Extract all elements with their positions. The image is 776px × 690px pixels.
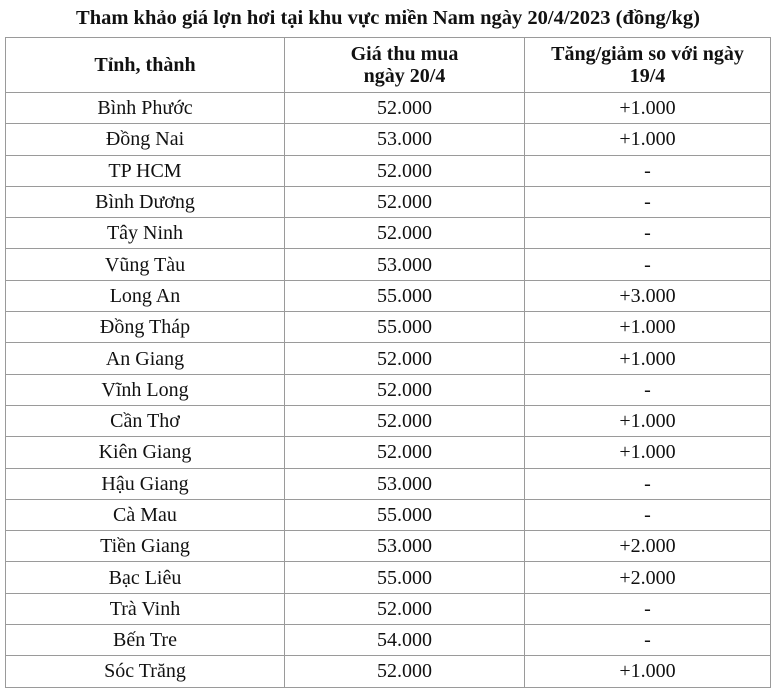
price-cell: 53.000 xyxy=(285,468,525,499)
province-cell: Long An xyxy=(6,280,285,311)
table-row xyxy=(6,186,771,217)
table-row xyxy=(6,374,771,405)
price-cell: 53.000 xyxy=(285,249,525,280)
header-change xyxy=(525,38,771,93)
price-cell: 55.000 xyxy=(285,499,525,530)
header-price xyxy=(285,38,525,93)
header-province: Tỉnh, thành xyxy=(6,38,285,93)
price-cell: 52.000 xyxy=(285,93,525,124)
province-cell: Cần Thơ xyxy=(6,405,285,436)
change-cell: +1.000 xyxy=(525,437,771,468)
table-row xyxy=(6,468,771,499)
table-row xyxy=(6,218,771,249)
change-cell: - xyxy=(525,186,771,217)
change-cell: - xyxy=(525,249,771,280)
province-cell: Đồng Tháp xyxy=(6,312,285,343)
table-row xyxy=(6,155,771,186)
price-cell: 55.000 xyxy=(285,312,525,343)
table-row xyxy=(6,343,771,374)
change-cell: +1.000 xyxy=(525,343,771,374)
header-change-line1: Tăng/giảm so với ngày xyxy=(551,43,744,65)
price-cell: 52.000 xyxy=(285,593,525,624)
change-cell: +1.000 xyxy=(525,656,771,687)
price-cell: 52.000 xyxy=(285,405,525,436)
table-body xyxy=(6,93,771,688)
table-row xyxy=(6,499,771,530)
change-cell: - xyxy=(525,625,771,656)
price-cell: 53.000 xyxy=(285,531,525,562)
table-row xyxy=(6,124,771,155)
province-cell: Cà Mau xyxy=(6,499,285,530)
province-cell: Bến Tre xyxy=(6,625,285,656)
table-title: Tham khảo giá lợn hơi tại khu vực miền Nam ngày 20/4/2023 (đồng/kg) xyxy=(76,7,700,29)
change-cell: +1.000 xyxy=(525,312,771,343)
table-row xyxy=(6,656,771,687)
change-cell: - xyxy=(525,593,771,624)
province-cell: Tiền Giang xyxy=(6,531,285,562)
province-cell: Đồng Nai xyxy=(6,124,285,155)
province-cell: An Giang xyxy=(6,343,285,374)
province-cell: Sóc Trăng xyxy=(6,656,285,687)
change-cell: +1.000 xyxy=(525,405,771,436)
price-cell: 52.000 xyxy=(285,656,525,687)
table-header xyxy=(6,38,771,93)
header-price-line2: ngày 20/4 xyxy=(363,65,446,87)
change-cell: - xyxy=(525,499,771,530)
price-cell: 52.000 xyxy=(285,343,525,374)
price-cell: 52.000 xyxy=(285,155,525,186)
price-cell: 52.000 xyxy=(285,218,525,249)
change-cell: - xyxy=(525,218,771,249)
province-cell: TP HCM xyxy=(6,155,285,186)
table-row xyxy=(6,437,771,468)
table-row xyxy=(6,625,771,656)
change-cell: +1.000 xyxy=(525,124,771,155)
price-cell: 55.000 xyxy=(285,562,525,593)
change-cell: - xyxy=(525,155,771,186)
price-cell: 52.000 xyxy=(285,186,525,217)
change-cell: - xyxy=(525,374,771,405)
province-cell: Bạc Liêu xyxy=(6,562,285,593)
table-row xyxy=(6,280,771,311)
table-row xyxy=(6,249,771,280)
province-cell: Tây Ninh xyxy=(6,218,285,249)
province-cell: Vũng Tàu xyxy=(6,249,285,280)
province-cell: Hậu Giang xyxy=(6,468,285,499)
table-row xyxy=(6,405,771,436)
header-price-line1: Giá thu mua xyxy=(350,43,459,65)
price-cell: 55.000 xyxy=(285,280,525,311)
change-cell: - xyxy=(525,468,771,499)
table-row xyxy=(6,593,771,624)
change-cell: +1.000 xyxy=(525,93,771,124)
table-row xyxy=(6,93,771,124)
province-cell: Bình Dương xyxy=(6,186,285,217)
price-cell: 53.000 xyxy=(285,124,525,155)
province-cell: Bình Phước xyxy=(6,93,285,124)
change-cell: +2.000 xyxy=(525,531,771,562)
change-cell: +2.000 xyxy=(525,562,771,593)
province-cell: Vĩnh Long xyxy=(6,374,285,405)
price-cell: 54.000 xyxy=(285,625,525,656)
province-cell: Trà Vinh xyxy=(6,593,285,624)
table-row xyxy=(6,312,771,343)
header-row xyxy=(6,38,771,93)
price-cell: 52.000 xyxy=(285,374,525,405)
table-row xyxy=(6,531,771,562)
price-table xyxy=(5,37,771,688)
change-cell: +3.000 xyxy=(525,280,771,311)
header-change-line2: 19/4 xyxy=(629,65,666,87)
price-cell: 52.000 xyxy=(285,437,525,468)
province-cell: Kiên Giang xyxy=(6,437,285,468)
table-row xyxy=(6,562,771,593)
